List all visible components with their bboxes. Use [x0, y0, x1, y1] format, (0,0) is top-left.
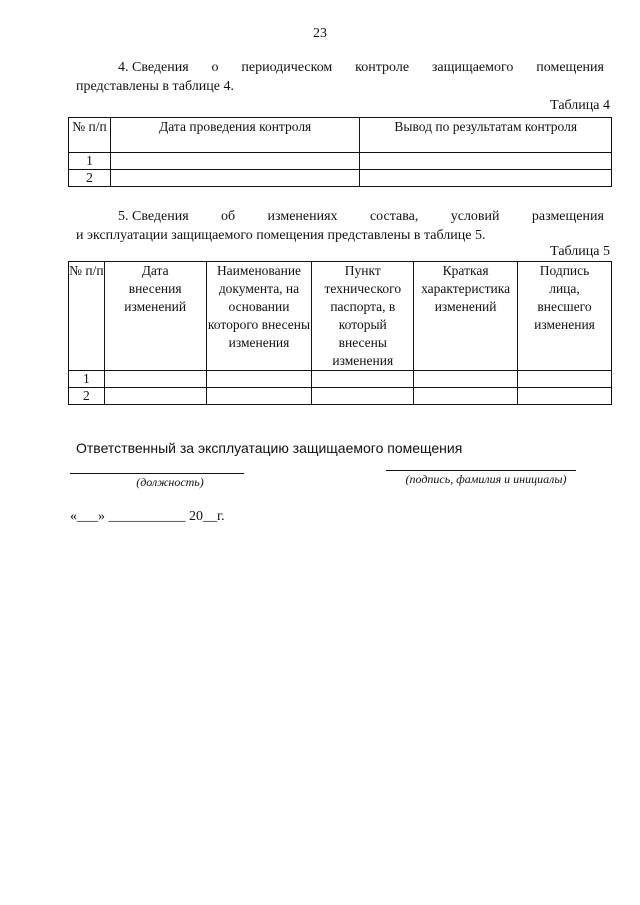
table-5-label: Таблица 5: [550, 244, 610, 259]
table-cell: [104, 388, 206, 405]
paragraph-word: контроле: [355, 60, 410, 75]
table-cell: [312, 371, 414, 388]
paragraph-word: помещения: [536, 60, 604, 75]
table-cell: [518, 371, 612, 388]
table-cell: [414, 371, 518, 388]
header-cell: Наименование документа, на основании которого внесены изменения: [206, 262, 312, 371]
header-cell: Дата проведения контроля: [110, 118, 360, 153]
table-cell: [518, 388, 612, 405]
table-4-label: Таблица 4: [550, 98, 610, 113]
paragraph-word: о: [211, 60, 219, 75]
paragraph-word: изменениях: [267, 209, 338, 224]
table-cell: [206, 388, 312, 405]
table-cell: [110, 153, 360, 170]
paragraph-word: условий: [450, 209, 500, 224]
paragraph-word: состава,: [369, 209, 419, 224]
header-cell: Подпись лица, внесшего изменения: [518, 262, 612, 371]
position-caption: (должность): [136, 475, 204, 489]
row-number: 2: [69, 170, 111, 187]
table-cell: [360, 170, 612, 187]
paragraph-word: об: [221, 209, 236, 224]
table-cell: [110, 170, 360, 187]
header-cell: Вывод по результатам контроля: [360, 118, 612, 153]
header-cell: Пункт технического паспорта, в который внесены изменения: [312, 262, 414, 371]
paragraph-5: [76, 207, 604, 245]
paragraph-word: периодическом: [241, 60, 333, 75]
header-cell: № п/п: [69, 118, 111, 153]
table-cell: [104, 371, 206, 388]
table-row: [69, 388, 612, 405]
paragraph-4: [76, 58, 604, 96]
table-row: [69, 371, 612, 388]
row-number: 1: [69, 371, 105, 388]
paragraph-4-line-2: представлены в таблице 4.: [76, 79, 234, 94]
table-5: [68, 261, 612, 405]
table-row: [69, 153, 612, 170]
paragraph-5-line-2: и эксплуатации защищаемого помещения представлены в таблице 5.: [76, 228, 486, 243]
table-row: [69, 170, 612, 187]
header-cell: Краткая характеристика изменений: [414, 262, 518, 371]
responsible-person-label: Ответственный за эксплуатацию защищаемого помещения: [76, 440, 463, 456]
header-cell: № п/п: [69, 262, 105, 371]
paragraph-word: размещения: [531, 209, 604, 224]
paragraph-5-line-1: [76, 207, 604, 226]
table-cell: [360, 153, 612, 170]
header-cell: Дата внесения изменений: [104, 262, 206, 371]
paragraph-word: 4. Сведения: [118, 60, 189, 75]
table-cell: [312, 388, 414, 405]
table-4: [68, 117, 612, 187]
table-cell: [206, 371, 312, 388]
row-number: 1: [69, 153, 111, 170]
paragraph-word: защищаемого: [431, 60, 514, 75]
signature-line: [386, 470, 576, 471]
table-4-header-row: [69, 118, 612, 153]
row-number: 2: [69, 388, 105, 405]
table-cell: [414, 388, 518, 405]
paragraph-word: 5. Сведения: [118, 209, 189, 224]
signature-caption: (подпись, фамилия и инициалы): [405, 472, 567, 486]
table-5-header-row: [69, 262, 612, 371]
position-signature-line: [70, 473, 244, 474]
page-number: 23: [313, 26, 327, 41]
paragraph-4-line-1: [76, 58, 604, 77]
date-line: «___» ___________ 20__г.: [70, 509, 225, 524]
